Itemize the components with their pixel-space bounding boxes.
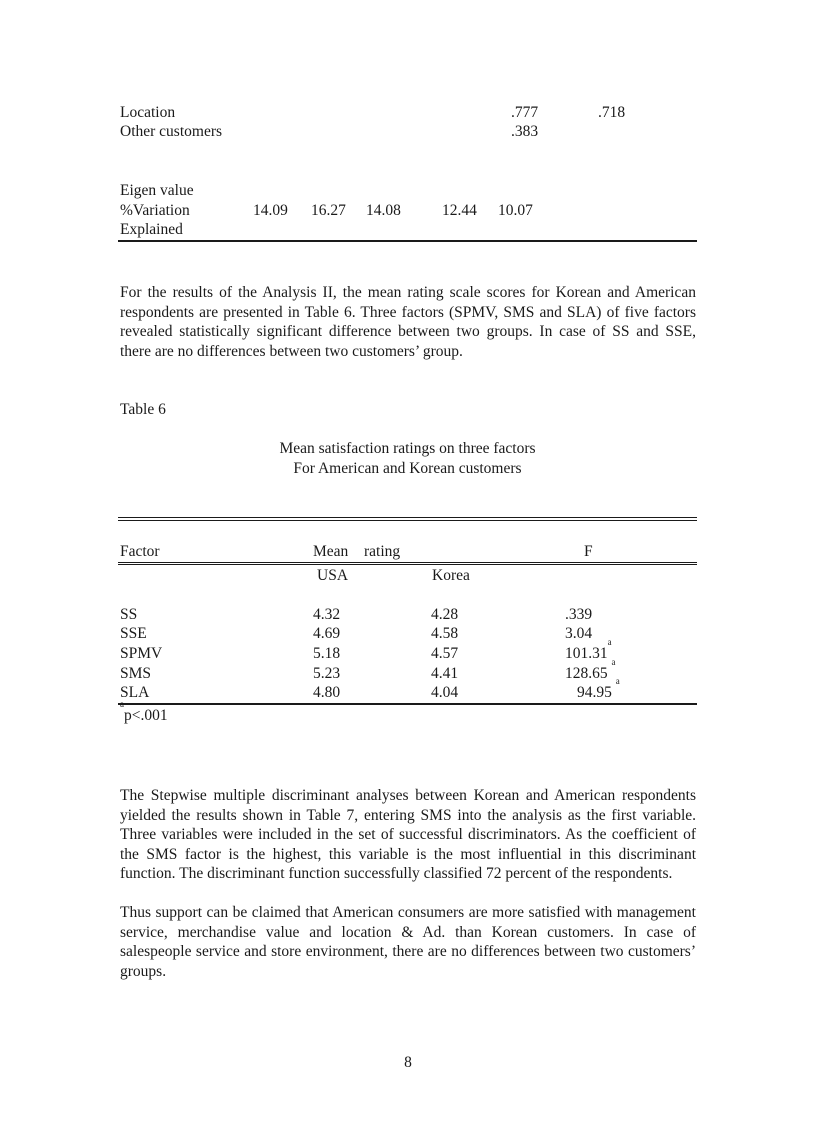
- row-ss-factor: SS: [120, 606, 138, 623]
- row-sms-factor: SMS: [120, 665, 152, 682]
- table-6-label: Table 6: [120, 401, 166, 418]
- variation-value-1: 14.09: [253, 202, 288, 219]
- row-ss-korea: 4.28: [431, 606, 459, 623]
- header-mean: Mean: [313, 543, 349, 560]
- table-6-bottom-rule: [118, 703, 697, 705]
- row-sms-korea: 4.41: [431, 665, 459, 682]
- row-ss-f: .339: [565, 606, 593, 623]
- header-f: F: [584, 543, 593, 560]
- variation-value-2: 16.27: [311, 202, 346, 219]
- row-sla-usa: 4.80: [313, 684, 341, 701]
- row-sla-korea: 4.04: [431, 684, 459, 701]
- paragraph-support: Thus support can be claimed that American consumers are more satisfied with management service, merchandise value and location & Ad. than Korean customers. In case of salespeople service and store environment, there are no differences between two customers’ groups.: [120, 904, 696, 980]
- variation-label: %Variation: [120, 202, 190, 219]
- row-sla-f: 94.95 $^a$: [577, 676, 620, 701]
- variation-value-5: 10.07: [498, 202, 533, 219]
- row-label-other-customers: Other customers: [120, 123, 223, 140]
- row-sms-f-sup: a: [611, 657, 616, 667]
- row-spmv-f: 101.31$^a$: [565, 637, 612, 662]
- row-sse-f: 3.04: [565, 625, 593, 642]
- footnote-sup: a: [120, 699, 124, 709]
- row-spmv-factor: SPMV: [120, 645, 163, 662]
- header-usa: USA: [317, 567, 349, 584]
- row-sla-factor: SLA: [120, 684, 150, 701]
- row-label-location: Location: [120, 104, 176, 121]
- variation-value-4: 12.44: [442, 202, 477, 219]
- row-sms-f: 128.65 $^a$: [565, 657, 616, 682]
- row-sms-usa: 5.23: [313, 665, 341, 682]
- table-6-footnote: $^a$p<.001: [120, 699, 168, 724]
- row-sse-korea: 4.58: [431, 625, 459, 642]
- row-sse-usa: 4.69: [313, 625, 341, 642]
- paragraph-analysis-ii: For the results of the Analysis II, the mean rating scale scores for Korean and American respondents are presented in Table 6. Three factors (SPMV, SMS and SLA) of five factors revealed statistically significant difference between two groups. In case of SS and SSE, there are no differences between two customers’ group.: [120, 284, 696, 360]
- variation-value-3: 14.08: [366, 202, 401, 219]
- explained-label: Explained: [120, 221, 183, 238]
- row-ss-usa: 4.32: [313, 606, 341, 623]
- table-6-title-line-1: Mean satisfaction ratings on three factors: [279, 440, 536, 457]
- row-sla-f-sup: a: [615, 676, 620, 686]
- row-spmv-usa: 5.18: [313, 645, 341, 662]
- header-rating: rating: [364, 543, 401, 560]
- row-spmv-f-sup: a: [607, 637, 612, 647]
- table-6-header-rule-2: [118, 564, 697, 565]
- other-customers-value-1: .383: [511, 123, 539, 140]
- top-table-bottom-rule: [118, 240, 697, 242]
- location-value-2: .718: [598, 104, 626, 121]
- table-6-top-rule-2: [118, 520, 697, 521]
- location-value-1: .777: [511, 104, 539, 121]
- row-sse-factor: SSE: [120, 625, 147, 642]
- eigen-value-label: Eigen value: [120, 182, 194, 199]
- header-korea: Korea: [432, 567, 470, 584]
- table-6-title-line-2: For American and Korean customers: [293, 460, 522, 477]
- page-number: 8: [404, 1054, 412, 1071]
- row-spmv-korea: 4.57: [431, 645, 459, 662]
- paragraph-stepwise: The Stepwise multiple discriminant analyses between Korean and American respondents yielded the results shown in Table 7, entering SMS into the analysis as the first variable. Three variables were included in the set of successful discriminators. As the coefficient of the SMS factor is the highest, this variable is the most influential in this discriminant function. The discriminant function successfully classified 72 percent of the respondents.: [120, 787, 696, 883]
- table-6-top-rule-1: [118, 517, 697, 518]
- header-factor: Factor: [120, 543, 160, 560]
- table-6-header-rule-1: [118, 562, 697, 563]
